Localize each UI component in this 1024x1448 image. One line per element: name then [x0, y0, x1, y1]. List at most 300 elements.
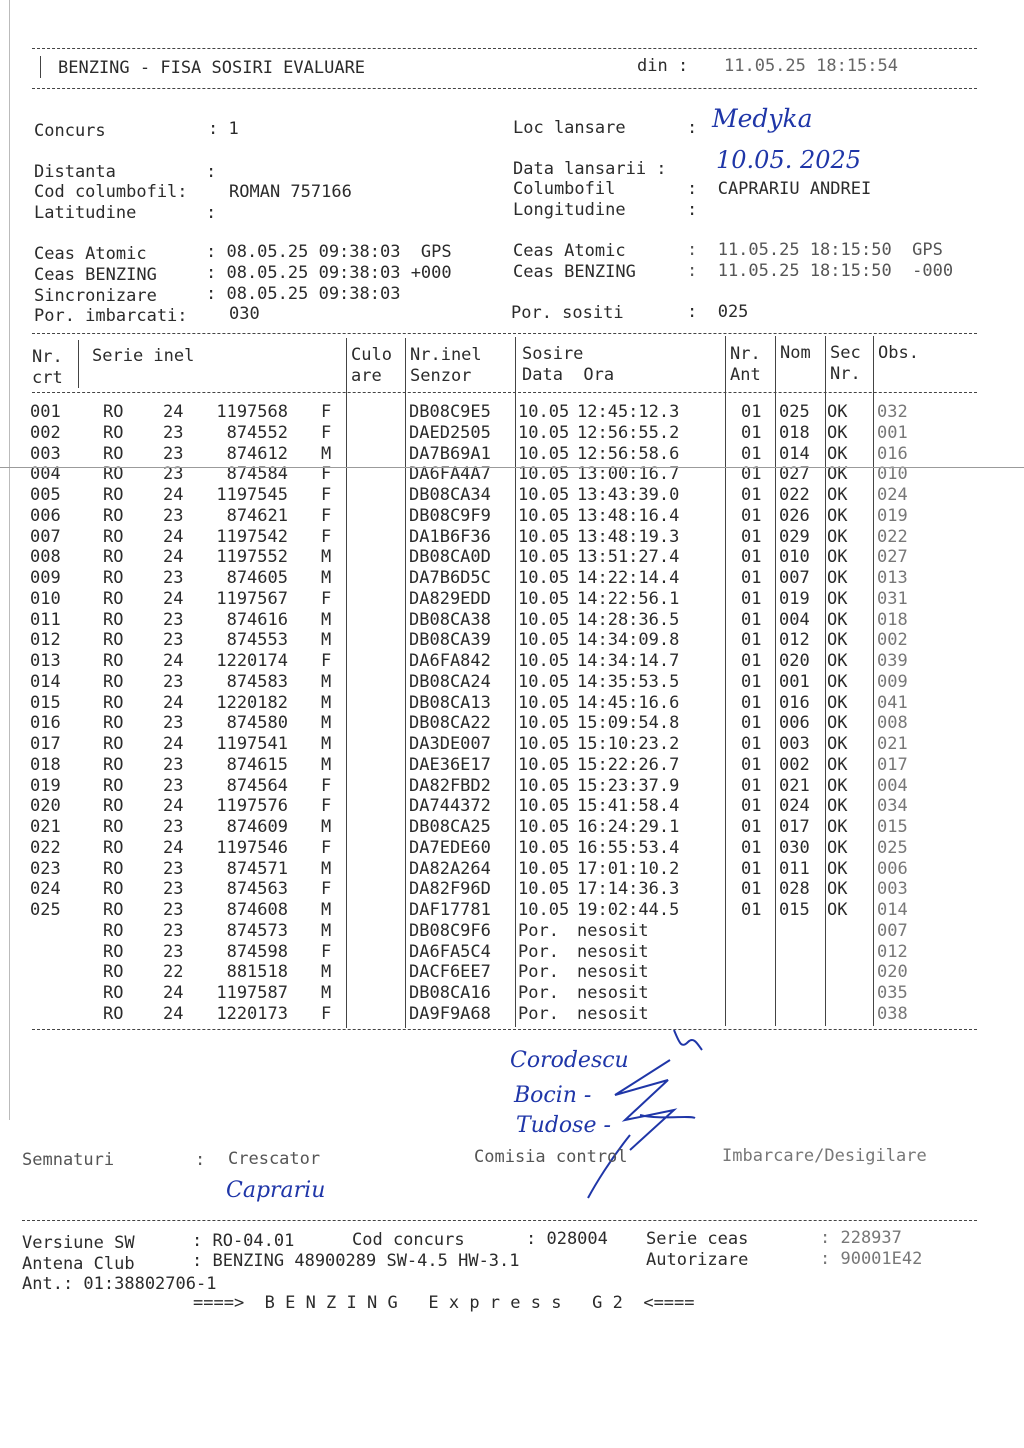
antenna-cell: 01 — [741, 713, 762, 734]
antenna-cell: 01 — [741, 734, 762, 754]
crescator-signature: Caprariu — [226, 1178, 326, 1203]
col-culoare-1: Culo — [351, 345, 392, 365]
ring-number-cell: 1197552 — [216, 547, 288, 568]
concurs-label: Concurs — [34, 121, 106, 141]
antenna-cell: 01 — [741, 485, 762, 505]
arrival-date-cell: 10.05 — [518, 609, 570, 630]
obs-cell: 010 — [877, 464, 908, 485]
year-cell: 23 — [163, 775, 184, 796]
antenna-cell: 01 — [741, 630, 762, 651]
country-cell: RO — [103, 671, 124, 692]
sec-cell: OK — [827, 879, 848, 900]
country-cell: RO — [103, 817, 124, 837]
ring-number-cell: 1220174 — [216, 651, 288, 671]
arrival-time-cell: 14:28:36.5 — [577, 609, 680, 630]
sex-cell: F — [321, 422, 332, 443]
sincronizare-value: : 08.05.25 09:38:03 — [206, 284, 401, 304]
sec-cell: OK — [827, 817, 848, 837]
ring-number-cell: 874584 — [226, 464, 288, 485]
ring-number-cell: 874552 — [226, 422, 288, 443]
nom-cell: 027 — [779, 464, 810, 485]
obs-cell: 002 — [877, 630, 908, 651]
sec-cell: OK — [827, 422, 848, 443]
antenna-cell: 01 — [741, 775, 762, 796]
year-cell: 23 — [163, 609, 184, 630]
nom-cell: 014 — [779, 443, 810, 464]
distanta-colon: : — [206, 162, 217, 182]
obs-cell: 027 — [877, 547, 908, 568]
sec-cell: OK — [827, 775, 848, 796]
sec-cell: OK — [827, 692, 848, 713]
data-lansarii-handwritten: 10.05. 2025 — [716, 146, 862, 174]
sensor-cell: DA7B69A1 — [409, 443, 491, 464]
sensor-cell: DB08CA34 — [409, 485, 491, 505]
table-row — [0, 962, 1024, 983]
arrival-time-cell: nesosit — [577, 983, 649, 1003]
table-row — [0, 672, 1024, 693]
country-cell: RO — [103, 609, 124, 630]
sensor-cell: DA82A264 — [409, 858, 491, 879]
arrival-time-cell: 15:23:37.9 — [577, 775, 680, 796]
nr-crt-cell: 014 — [30, 671, 61, 692]
country-cell: RO — [103, 734, 124, 754]
sex-cell: F — [321, 796, 332, 817]
antenna-cell: 01 — [741, 879, 762, 900]
latitudine-colon: : — [206, 203, 217, 223]
versiune-label: Versiune SW — [22, 1233, 135, 1253]
col-nr-crt-1: Nr. — [32, 347, 63, 367]
ceas-atomic-value-2: : 11.05.25 18:15:50 GPS — [687, 240, 943, 260]
year-cell: 23 — [163, 817, 184, 837]
sensor-cell: DAED2505 — [409, 422, 491, 443]
obs-cell: 006 — [877, 858, 908, 879]
nr-crt-cell: 002 — [30, 422, 61, 443]
country-cell: RO — [103, 858, 124, 879]
ceas-benzing-value-2: : 11.05.25 18:15:50 -000 — [687, 261, 954, 281]
col-nr-ant-2: Ant — [730, 365, 761, 385]
sensor-cell: DAE36E17 — [409, 754, 491, 775]
sex-cell: M — [321, 547, 332, 568]
ceas-atomic-label: Ceas Atomic — [34, 244, 147, 264]
country-cell: RO — [103, 983, 124, 1003]
country-cell: RO — [103, 568, 124, 588]
sex-cell: M — [321, 983, 332, 1003]
sec-cell: OK — [827, 713, 848, 734]
arrival-date-cell: 10.05 — [518, 817, 570, 837]
table-row — [0, 402, 1024, 423]
ring-number-cell: 1197546 — [216, 837, 288, 858]
year-cell: 23 — [163, 754, 184, 775]
arrival-date-cell: 10.05 — [518, 422, 570, 443]
year-cell: 24 — [163, 692, 184, 713]
sex-cell: F — [321, 402, 332, 422]
antenna-cell: 01 — [741, 464, 762, 485]
table-row — [0, 796, 1024, 817]
antenna-cell: 01 — [741, 547, 762, 568]
sensor-cell: DB08CA38 — [409, 609, 491, 630]
ring-number-cell: 874615 — [226, 754, 288, 775]
sex-cell: F — [321, 526, 332, 547]
por-imbarcati-value: 030 — [229, 304, 260, 324]
country-cell: RO — [103, 485, 124, 505]
table-row — [0, 755, 1024, 776]
sec-cell: OK — [827, 796, 848, 817]
ring-number-cell: 881518 — [226, 962, 288, 983]
arrival-time-cell: 14:34:14.7 — [577, 651, 680, 671]
sec-cell: OK — [827, 505, 848, 526]
year-cell: 24 — [163, 796, 184, 817]
sensor-cell: DB08CA25 — [409, 817, 491, 837]
year-cell: 22 — [163, 962, 184, 983]
nr-crt-cell: 001 — [30, 402, 61, 422]
sex-cell: F — [321, 651, 332, 671]
ring-number-cell: 874616 — [226, 609, 288, 630]
table-row — [0, 817, 1024, 838]
cod-concurs-label: Cod concurs — [352, 1230, 465, 1250]
ring-number-cell: 874605 — [226, 568, 288, 588]
arrival-time-cell: 17:14:36.3 — [577, 879, 680, 900]
ring-number-cell: 874571 — [226, 858, 288, 879]
nr-crt-cell: 013 — [30, 651, 61, 671]
nom-cell: 029 — [779, 526, 810, 547]
table-row — [0, 693, 1024, 714]
loc-lansare-colon: : — [687, 118, 698, 138]
table-row — [0, 713, 1024, 734]
nr-crt-cell: 010 — [30, 588, 61, 609]
nom-cell: 011 — [779, 858, 810, 879]
sex-cell: M — [321, 858, 332, 879]
ring-number-cell: 1197568 — [216, 402, 288, 422]
arrival-date-cell: 10.05 — [518, 588, 570, 609]
sensor-cell: DB08C9E5 — [409, 402, 491, 422]
col-sec-1: Sec — [830, 343, 861, 363]
arrival-date-cell: 10.05 — [518, 754, 570, 775]
loc-lansare-handwritten: Medyka — [712, 104, 813, 133]
obs-cell: 019 — [877, 505, 908, 526]
table-row — [0, 568, 1024, 589]
year-cell: 23 — [163, 879, 184, 900]
col-sosire-2: Data Ora — [522, 365, 615, 385]
scan-line — [0, 467, 1024, 468]
antenna-cell: 01 — [741, 900, 762, 920]
ring-number-cell: 1220173 — [216, 1003, 288, 1024]
country-cell: RO — [103, 402, 124, 422]
sex-cell: M — [321, 609, 332, 630]
obs-cell: 041 — [877, 692, 908, 713]
col-obs: Obs. — [878, 343, 919, 363]
nr-crt-cell: 015 — [30, 692, 61, 713]
country-cell: RO — [103, 920, 124, 941]
sensor-cell: DB08CA13 — [409, 692, 491, 713]
table-row — [0, 506, 1024, 527]
col-nr-crt-2: crt — [32, 368, 63, 388]
sec-cell: OK — [827, 630, 848, 651]
obs-cell: 034 — [877, 796, 908, 817]
antenna-cell: 01 — [741, 609, 762, 630]
obs-cell: 009 — [877, 671, 908, 692]
country-cell: RO — [103, 443, 124, 464]
arrival-date-cell: Por. — [518, 962, 559, 983]
header-top-rule — [32, 48, 977, 49]
nom-cell: 004 — [779, 609, 810, 630]
arrival-date-cell: 10.05 — [518, 485, 570, 505]
obs-cell: 039 — [877, 651, 908, 671]
antena-value: : BENZING 48900289 SW-4.5 HW-3.1 — [192, 1251, 520, 1271]
year-cell: 24 — [163, 1003, 184, 1024]
year-cell: 24 — [163, 588, 184, 609]
nr-crt-cell: 024 — [30, 879, 61, 900]
obs-cell: 016 — [877, 443, 908, 464]
nom-cell: 024 — [779, 796, 810, 817]
cod-concurs-value: : 028004 — [526, 1229, 608, 1249]
antenna-cell: 01 — [741, 526, 762, 547]
ring-number-cell: 1220182 — [216, 692, 288, 713]
arrival-time-cell: 15:22:26.7 — [577, 754, 680, 775]
arrival-date-cell: Por. — [518, 920, 559, 941]
ring-number-cell: 874573 — [226, 920, 288, 941]
obs-cell: 022 — [877, 526, 908, 547]
arrival-time-cell: 14:35:53.5 — [577, 671, 680, 692]
arrival-date-cell: 10.05 — [518, 630, 570, 651]
ceas-atomic-label-2: Ceas Atomic — [513, 241, 626, 261]
table-top-rule — [32, 333, 977, 334]
arrival-time-cell: 12:45:12.3 — [577, 402, 680, 422]
sex-cell: M — [321, 754, 332, 775]
antenna-cell: 01 — [741, 505, 762, 526]
arrival-time-cell: 14:22:14.4 — [577, 568, 680, 588]
country-cell: RO — [103, 796, 124, 817]
year-cell: 23 — [163, 920, 184, 941]
nom-cell: 016 — [779, 692, 810, 713]
nr-crt-cell: 017 — [30, 734, 61, 754]
distanta-label: Distanta — [34, 162, 116, 182]
arrivals-table-body — [0, 402, 1024, 1025]
arrival-time-cell: nesosit — [577, 962, 649, 983]
country-cell: RO — [103, 775, 124, 796]
versiune-value: : RO-04.01 — [192, 1231, 295, 1251]
nom-cell: 028 — [779, 879, 810, 900]
nom-cell: 020 — [779, 651, 810, 671]
year-cell: 23 — [163, 858, 184, 879]
table-row — [0, 942, 1024, 963]
col-sec-2: Nr. — [830, 364, 861, 384]
year-cell: 23 — [163, 568, 184, 588]
col-culoare-2: are — [351, 366, 382, 386]
arrival-time-cell: 13:43:39.0 — [577, 485, 680, 505]
antenna-cell: 01 — [741, 443, 762, 464]
arrival-time-cell: 15:41:58.4 — [577, 796, 680, 817]
sex-cell: F — [321, 941, 332, 962]
obs-cell: 032 — [877, 402, 908, 422]
handwritten-name-2: Bocin - — [514, 1083, 592, 1108]
country-cell: RO — [103, 547, 124, 568]
sensor-cell: DA7B6D5C — [409, 568, 491, 588]
table-row — [0, 630, 1024, 651]
arrival-time-cell: 13:48:16.4 — [577, 505, 680, 526]
ring-number-cell: 874564 — [226, 775, 288, 796]
nom-cell: 017 — [779, 817, 810, 837]
obs-cell: 025 — [877, 837, 908, 858]
cod-columbofil-label: Cod columbofil: — [34, 182, 188, 202]
nom-cell: 012 — [779, 630, 810, 651]
sensor-cell: DA7EDE60 — [409, 837, 491, 858]
year-cell: 23 — [163, 505, 184, 526]
antenna-cell: 01 — [741, 422, 762, 443]
sec-cell: OK — [827, 900, 848, 920]
table-bottom-rule — [32, 1029, 977, 1030]
obs-cell: 004 — [877, 775, 908, 796]
arrival-time-cell: 15:10:23.2 — [577, 734, 680, 754]
ring-number-cell: 874609 — [226, 817, 288, 837]
country-cell: RO — [103, 692, 124, 713]
sensor-cell: DA6FA5C4 — [409, 941, 491, 962]
antenna-cell: 01 — [741, 817, 762, 837]
sex-cell: F — [321, 1003, 332, 1024]
year-cell: 23 — [163, 422, 184, 443]
ring-number-cell: 1197545 — [216, 485, 288, 505]
year-cell: 23 — [163, 941, 184, 962]
semnaturi-colon: : — [195, 1150, 206, 1170]
year-cell: 24 — [163, 485, 184, 505]
longitudine-label: Longitudine — [513, 200, 626, 220]
nom-cell: 002 — [779, 754, 810, 775]
nom-cell: 030 — [779, 837, 810, 858]
arrival-date-cell: 10.05 — [518, 734, 570, 754]
country-cell: RO — [103, 651, 124, 671]
longitudine-colon: : — [687, 200, 698, 220]
sec-cell: OK — [827, 734, 848, 754]
ceas-benzing-label: Ceas BENZING — [34, 265, 157, 285]
nr-crt-cell: 025 — [30, 900, 61, 920]
arrival-time-cell: 14:34:09.8 — [577, 630, 680, 651]
antenna-id: Ant.: 01:38802706-1 — [22, 1274, 217, 1294]
sensor-cell: DAF17781 — [409, 900, 491, 920]
obs-cell: 007 — [877, 920, 908, 941]
sec-cell: OK — [827, 402, 848, 422]
arrival-date-cell: 10.05 — [518, 505, 570, 526]
table-row — [0, 547, 1024, 568]
country-cell: RO — [103, 630, 124, 651]
sec-cell: OK — [827, 485, 848, 505]
year-cell: 24 — [163, 983, 184, 1003]
col-serie-inel: Serie inel — [92, 346, 195, 366]
ring-number-cell: 874612 — [226, 443, 288, 464]
sec-cell: OK — [827, 588, 848, 609]
report-title: BENZING - FISA SOSIRI EVALUARE — [58, 58, 366, 78]
columbofil-label: Columbofil — [513, 179, 616, 199]
sex-cell: F — [321, 485, 332, 505]
country-cell: RO — [103, 464, 124, 485]
nr-crt-cell: 003 — [30, 443, 61, 464]
sensor-cell: DA82FBD2 — [409, 775, 491, 796]
country-cell: RO — [103, 837, 124, 858]
arrival-date-cell: Por. — [518, 1003, 559, 1024]
table-row — [0, 485, 1024, 506]
year-cell: 23 — [163, 671, 184, 692]
table-row — [0, 859, 1024, 880]
nr-crt-cell: 004 — [30, 464, 61, 485]
arrival-time-cell: 15:09:54.8 — [577, 713, 680, 734]
nom-cell: 001 — [779, 671, 810, 692]
handwritten-name-3: Tudose - — [516, 1113, 611, 1138]
ring-number-cell: 874583 — [226, 671, 288, 692]
ceas-benzing-label-2: Ceas BENZING — [513, 262, 636, 282]
obs-cell: 008 — [877, 713, 908, 734]
signature-scribble — [570, 1020, 720, 1205]
arrival-time-cell: nesosit — [577, 1003, 649, 1024]
sensor-cell: DB08CA0D — [409, 547, 491, 568]
country-cell: RO — [103, 588, 124, 609]
obs-cell: 020 — [877, 962, 908, 983]
obs-cell: 018 — [877, 609, 908, 630]
autorizare-label: Autorizare — [646, 1250, 749, 1270]
table-row — [0, 838, 1024, 859]
sex-cell: F — [321, 588, 332, 609]
sensor-cell: DA1B6F36 — [409, 526, 491, 547]
sec-cell: OK — [827, 443, 848, 464]
obs-cell: 035 — [877, 983, 908, 1003]
sec-cell: OK — [827, 858, 848, 879]
country-cell: RO — [103, 754, 124, 775]
sex-cell: M — [321, 817, 332, 837]
table-row — [0, 879, 1024, 900]
sensor-cell: DB08CA16 — [409, 983, 491, 1003]
arrival-date-cell: 10.05 — [518, 547, 570, 568]
obs-cell: 021 — [877, 734, 908, 754]
antena-label: Antena Club — [22, 1254, 135, 1274]
country-cell: RO — [103, 713, 124, 734]
por-imbarcati-label: Por. imbarcati: — [34, 306, 188, 326]
sec-cell: OK — [827, 547, 848, 568]
table-row — [0, 444, 1024, 465]
nr-crt-cell: 012 — [30, 630, 61, 651]
autorizare-value: : 90001E42 — [820, 1249, 923, 1269]
arrival-time-cell: nesosit — [577, 941, 649, 962]
table-row — [0, 1004, 1024, 1025]
arrival-time-cell: 13:00:16.7 — [577, 464, 680, 485]
arrival-date-cell: 10.05 — [518, 526, 570, 547]
country-cell: RO — [103, 526, 124, 547]
din-value: 11.05.25 18:15:54 — [724, 56, 898, 76]
sensor-cell: DB08CA22 — [409, 713, 491, 734]
nr-crt-cell: 021 — [30, 817, 61, 837]
arrival-time-cell: 14:22:56.1 — [577, 588, 680, 609]
ring-number-cell: 1197587 — [216, 983, 288, 1003]
year-cell: 23 — [163, 443, 184, 464]
sec-cell: OK — [827, 609, 848, 630]
ring-number-cell: 874553 — [226, 630, 288, 651]
antenna-cell: 01 — [741, 671, 762, 692]
table-row — [0, 900, 1024, 921]
arrival-date-cell: Por. — [518, 941, 559, 962]
cod-columbofil-value: ROMAN 757166 — [229, 182, 352, 202]
table-row — [0, 423, 1024, 444]
col-sosire-1: Sosire — [522, 344, 584, 364]
obs-cell: 031 — [877, 588, 908, 609]
arrival-date-cell: 10.05 — [518, 879, 570, 900]
semnaturi-label: Semnaturi — [22, 1150, 115, 1170]
antenna-cell: 01 — [741, 754, 762, 775]
obs-cell: 014 — [877, 900, 908, 920]
arrival-date-cell: 10.05 — [518, 671, 570, 692]
table-row — [0, 776, 1024, 797]
sec-cell: OK — [827, 568, 848, 588]
obs-cell: 015 — [877, 817, 908, 837]
sex-cell: M — [321, 734, 332, 754]
table-row — [0, 983, 1024, 1004]
sensor-cell: DA744372 — [409, 796, 491, 817]
nom-cell: 026 — [779, 505, 810, 526]
